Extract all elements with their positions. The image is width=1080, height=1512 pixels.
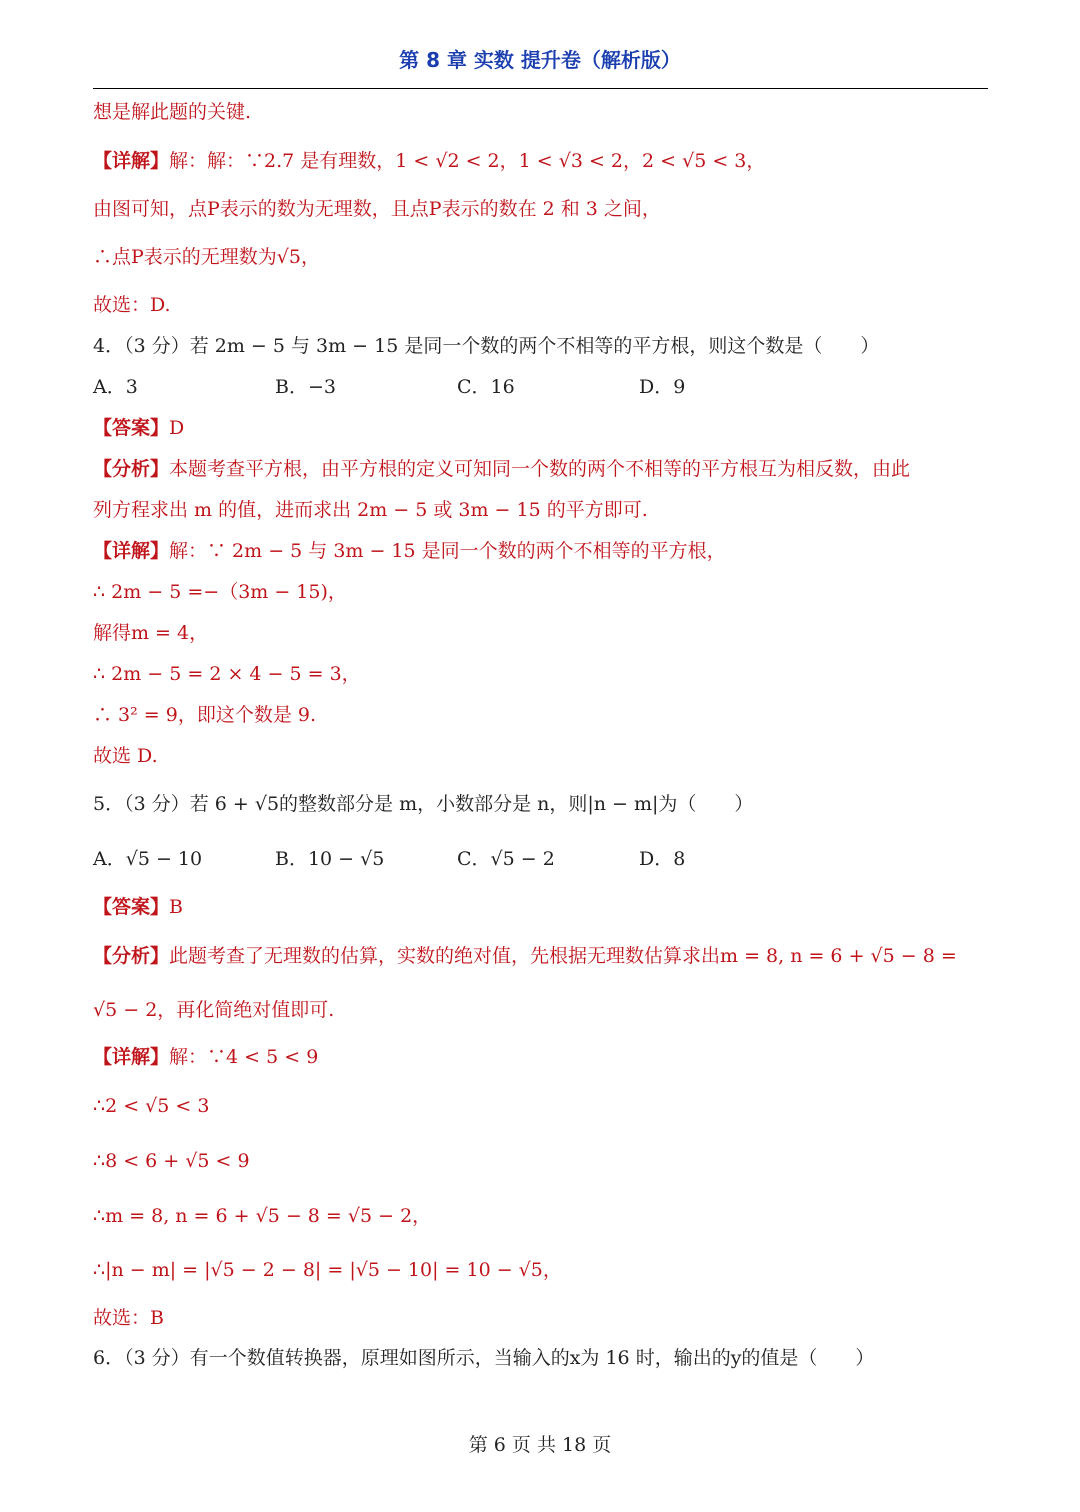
q5-answer-value: B: [169, 896, 183, 918]
q4-option-d: D．9: [639, 376, 686, 398]
q4-detail-4: ∴ 2m − 5 = 2 × 4 − 5 = 3，: [93, 663, 361, 685]
detail-tag: 【详解】: [93, 150, 170, 172]
q5-detail-5: ∴|n − m| = |√5 − 2 − 8| = |√5 − 10| = 10 − √5，: [93, 1259, 562, 1281]
q5-choose: 故选：B: [93, 1307, 164, 1329]
detail-tag: 【详解】: [93, 540, 170, 562]
q5-stem: 5．（3 分）若 6 + √5的整数部分是 m，小数部分是 n，则|n − m|为（ ）: [93, 793, 754, 815]
q5-detail-2: ∴2 < √5 < 3: [93, 1095, 210, 1117]
answer-tag: 【答案】: [93, 417, 170, 439]
q5-analysis-1: [93, 944, 957, 968]
q4-answer-value: D: [169, 417, 185, 439]
q5-detail-1: [93, 1045, 318, 1069]
q4-answer: [93, 416, 184, 440]
q5-option-d: D．8: [639, 848, 686, 870]
q3-tail-line4: ∴点P表示的无理数为√5，: [93, 246, 320, 268]
q5-detail-text-1: 解：∵4 < 5 < 9: [169, 1046, 319, 1068]
header-divider: [93, 88, 988, 89]
q4-analysis-text-1: 本题考查平方根，由平方根的定义可知同一个数的两个不相等的平方根互为相反数，由此: [169, 458, 911, 480]
q6-stem: 6．（3 分）有一个数值转换器，原理如图所示，当输入的x为 16 时，输出的y的值是（ ）: [93, 1347, 875, 1369]
q4-analysis-1: [93, 457, 910, 481]
q5-analysis-text-1: 此题考查了无理数的估算，实数的绝对值，先根据无理数估算求出m = 8, n = 6 + √5 − 8 =: [169, 945, 957, 967]
q5-option-b: B．10 − √5: [275, 848, 385, 870]
detail-tag: 【详解】: [93, 1046, 170, 1068]
q4-option-c: C．16: [457, 376, 515, 398]
q5-options: [93, 847, 821, 871]
q4-detail-text-1: 解：∵ 2m − 5 与 3m − 15 是同一个数的两个不相等的平方根，: [169, 540, 726, 562]
q4-option-a: A．3: [93, 376, 138, 398]
page-header-title: 第 8 章 实数 提升卷（解析版）: [399, 48, 681, 72]
q5-detail-4: ∴m = 8, n = 6 + √5 − 8 = √5 − 2，: [93, 1205, 432, 1227]
q3-tail-line3: 由图可知，点P表示的数为无理数，且点P表示的数在 2 和 3 之间，: [93, 198, 661, 220]
q3-detail-line: [93, 149, 765, 173]
q4-options: [93, 375, 821, 399]
analysis-tag: 【分析】: [93, 458, 170, 480]
q3-tail-line1: 想是解此题的关键.: [93, 101, 252, 123]
q4-choose: 故选 D.: [93, 745, 158, 767]
q5-detail-3: ∴8 < 6 + √5 < 9: [93, 1150, 250, 1172]
q5-answer: [93, 895, 183, 919]
q3-detail-text: 解：解：∵2.7 是有理数，1 < √2 < 2，1 < √3 < 2，2 < √5 < 3，: [169, 150, 766, 172]
q4-stem: 4．（3 分）若 2m − 5 与 3m − 15 是同一个数的两个不相等的平方根，则这个数是（ ）: [93, 335, 880, 357]
q4-detail-1: [93, 539, 726, 563]
q5-option-c: C．√5 − 2: [457, 848, 555, 870]
q4-detail-3: 解得m = 4，: [93, 622, 209, 644]
q4-detail-5: ∴ 3² = 9，即这个数是 9.: [93, 704, 316, 726]
page-footer-number: 第 6 页 共 18 页: [468, 1434, 612, 1456]
q5-option-a: A．√5 − 10: [93, 848, 203, 870]
q3-choose: 故选：D.: [93, 294, 171, 316]
q4-analysis-2: 列方程求出 m 的值，进而求出 2m − 5 或 3m − 15 的平方即可.: [93, 499, 648, 521]
q4-detail-2: ∴ 2m − 5 =−（3m − 15)，: [93, 581, 347, 603]
analysis-tag: 【分析】: [93, 945, 170, 967]
q4-option-b: B．−3: [275, 376, 336, 398]
answer-tag: 【答案】: [93, 896, 170, 918]
q5-analysis-2: √5 − 2，再化简绝对值即可.: [93, 999, 335, 1021]
